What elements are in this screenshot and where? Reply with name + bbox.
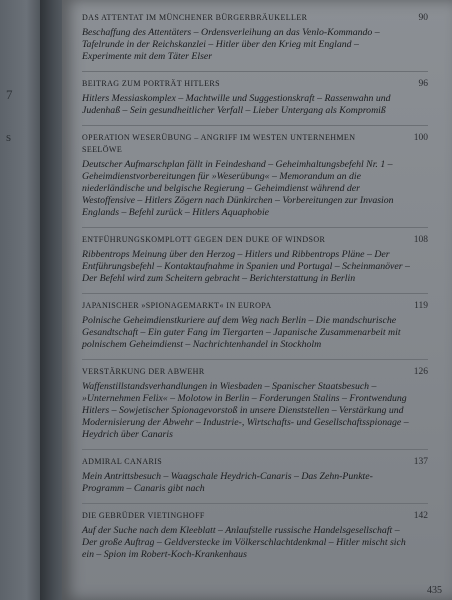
entry-heading-row	[82, 12, 428, 24]
entry-page-number: 96	[418, 79, 428, 89]
toc-entry	[82, 6, 428, 72]
entry-page-number: 126	[413, 367, 428, 377]
entry-summary: Hitlers Messiaskomplex – Machtwille und Suggestionskraft – Rassenwahn und Judenhaß – Sein gesundheitlicher Verfall – Lieber Untergang als Kompromiß	[82, 93, 391, 116]
entry-heading-row	[82, 300, 428, 312]
entry-summary: Auf der Suche nach dem Kleeblatt – Anlaufstelle russische Handelsgesellschaft – Der große Auftrag – Geldverstecke im Völkerschlachtdenkmal – Hitler mischt sich ein – Spion im Robert-Koch-Krankenhaus	[82, 525, 406, 560]
toc-entries	[82, 6, 428, 569]
entry-summary: Waffenstillstandsverhandlungen in Wiesbaden – Spanischer Staatsbesuch – »Unternehmen Felix« – Molotow in Berlin – Forderungen Stalins – Frontwendung Hitlers – Sowjetischer Spionagevorstoß in unsere Dienststellen – Verstärkung und Modernisierung der Abwehr – Industrie-, Wirtschafts- und Gesellschaftsspionage – Heydrich über Canaris	[82, 381, 409, 440]
entry-heading-row	[82, 132, 428, 156]
entry-page-number: 108	[413, 235, 428, 245]
toc-entry	[82, 360, 428, 450]
left-page-glyph: s	[6, 129, 12, 144]
entry-page-number: 100	[413, 133, 428, 143]
entry-page-number: 142	[413, 511, 428, 521]
entry-heading-row	[82, 510, 428, 522]
entry-page-number: 119	[414, 301, 428, 311]
entry-page-number: 90	[418, 13, 428, 23]
entry-heading: ENTFÜHRUNGSKOMPLOTT GEGEN DEN DUKE OF WINDSOR	[82, 235, 326, 244]
entry-heading: BEITRAG ZUM PORTRÄT HITLERS	[82, 79, 220, 88]
entry-summary: Deutscher Aufmarschplan fällt in Feindeshand – Geheimhaltungsbefehl Nr. 1 – Geheimdienstvorbereitungen für »Weserübung« – Memorandum an die niederländische und belgische Regierung – Geheimdienst während der Westoffensive – Hitlers Zögern nach Dünkirchen – Vorbereitungen zur Invasion Englands – Befehl zurück – Hitlers Aquaphobie	[82, 159, 394, 218]
left-page-edge	[0, 0, 44, 600]
entry-page-number: 137	[413, 457, 428, 467]
toc-entry	[82, 228, 428, 294]
toc-entry	[82, 72, 428, 126]
entry-summary: Beschaffung des Attentäters – Ordensverleihung an das Venlo-Kommando – Tafelrunde in der Reichskanzlei – Hitler über den Krieg mit England – Experimente mit dem Täter Elser	[82, 27, 380, 62]
entry-heading: JAPANISCHER »SPIONAGEMARKT« IN EUROPA	[82, 301, 272, 310]
toc-entry	[82, 450, 428, 504]
entry-heading-row	[82, 366, 428, 378]
table-of-contents-page	[62, 0, 452, 600]
left-page-glyph: 7	[6, 87, 13, 102]
entry-heading: OPERATION WESERÜBUNG – ANGRIFF IM WESTEN UNTERNEHMEN SEELÖWE	[82, 133, 356, 154]
toc-entry	[82, 126, 428, 228]
entry-heading: DAS ATTENTAT IM MÜNCHENER BÜRGERBRÄUKELLER	[82, 13, 308, 22]
entry-heading: DIE GEBRÜDER VIETINGHOFF	[82, 511, 205, 520]
entry-heading-row	[82, 234, 428, 246]
entry-heading-row	[82, 78, 428, 90]
entry-summary: Ribbentrops Meinung über den Herzog – Hitlers und Ribbentrops Pläne – Der Entführungsbefehl – Kontaktaufnahme in Spanien und Portugal – Scheinmanöver – Der Befehl wird zum Scheitern gebracht – Berichterstattung in Berlin	[82, 249, 410, 284]
toc-entry	[82, 294, 428, 360]
entry-heading-row	[82, 456, 428, 468]
entry-summary: Polnische Geheimdienstkuriere auf dem Weg nach Berlin – Die mandschurische Gesandtschaft – Ein guter Fang im Tiergarten – Japanische Zusammenarbeit mit polnischem Geheimdienst – Nachrichtenhandel in Stockholm	[82, 315, 401, 350]
toc-entry	[82, 504, 428, 569]
entry-summary: Mein Antrittsbesuch – Waagschale Heydrich-Canaris – Das Zehn-Punkte-Programm – Canaris gibt nach	[82, 471, 373, 494]
corner-page-number: 435	[427, 585, 442, 596]
entry-heading: ADMIRAL CANARIS	[82, 457, 163, 466]
entry-heading: VERSTÄRKUNG DER ABWEHR	[82, 367, 205, 376]
